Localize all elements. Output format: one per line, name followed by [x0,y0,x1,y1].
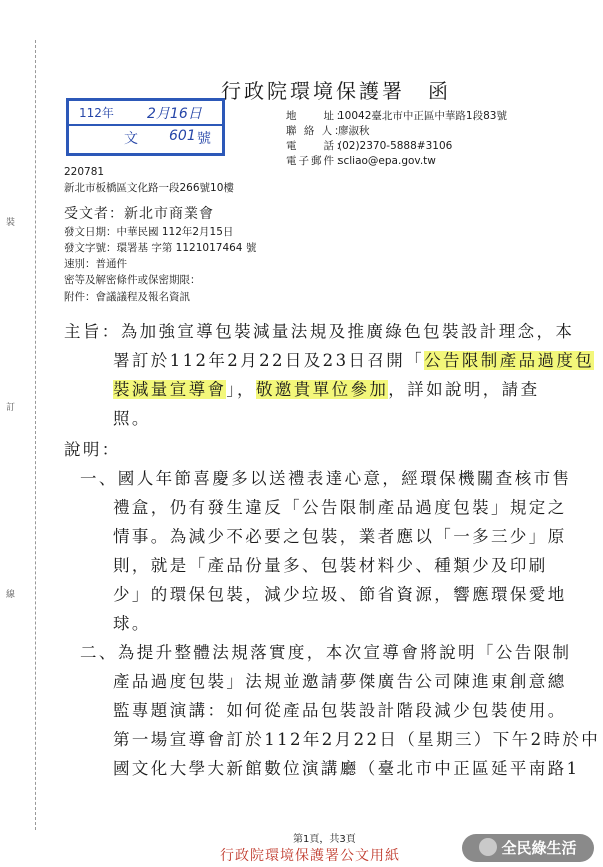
binding-margin-line [35,40,37,830]
letterhead-footer: 行政院環境保護署公文用紙 [220,848,400,864]
reference-number: 發文字號：環署基 字第 1121017464 號 [64,242,257,254]
stamp-year: 112年 [79,106,114,120]
leaf-icon [479,838,497,856]
subject-line-4: 照。 [113,409,151,428]
delivery-speed: 速別：普通件 [64,258,127,270]
stamp-date: 2月16日 [147,106,202,122]
contact-block [286,108,507,168]
explanation-p1-line-2: 禮盒，仍有發生違反「公告限制產品過度包裝」規定之 [113,498,567,517]
person-value: 廖淑秋 [338,125,370,137]
subject-line-2: 署訂於112年2月22日及23日召開「公告限制產品過度包 [113,351,595,370]
highlight-invitation: 敬邀貴單位參加 [255,380,389,399]
address-label: 地 址： [286,110,349,122]
subject-line-3: 裝減量宣導會」，敬邀貴單位參加，詳如說明，請查 [113,380,540,399]
watermark-logo: 全民綠生活 [462,834,594,862]
stamp-wen: 文 [124,131,138,147]
margin-mark-zhuang: 裝 [6,218,16,228]
explanation-p2-line-3: 監專題演講：如何從產品包裝設計階段減少包裝使用。 [113,701,567,720]
explanation-p1-line-3: 情事。為減少不必要之包裝，業者應以「一多三少」原 [113,527,567,546]
stamp-hao: 號 [197,131,211,147]
explanation-p2-line-2: 產品過度包裝」法規並邀請夢傑廣告公司陳進東創意總 [113,672,567,691]
highlight-title-part2: 裝減量宣導會 [113,380,227,399]
margin-mark-xian: 線 [6,590,16,600]
subject-line-1: 主旨：為加強宣導包裝減量法規及推廣綠色包裝設計理念，本 [64,322,575,341]
email-value: scliao@epa.gov.tw [338,155,436,167]
postal-code: 220781 [64,166,105,178]
phone-value: (02)2370-5888#3106 [338,140,453,152]
attachment: 附件：會議議程及報名資訊 [64,291,190,303]
recipient: 受文者：新北市商業會 [64,206,214,222]
explanation-p2-line-5: 國文化大學大新館數位演講廳（臺北市中正區延平南路1 [113,759,580,778]
explanation-heading: 說明： [64,440,121,459]
addressee-address: 新北市板橋區文化路一段266號10樓 [64,182,234,194]
explanation-p2-line-1: 二、為提升整體法規落實度，本次宣導會將說明「公告限制 [80,643,572,662]
issue-date: 發文日期：中華民國 112年2月15日 [64,226,234,238]
margin-mark-ding: 訂 [6,403,16,413]
document-title: 行政院環境保護署 函 [221,79,451,103]
stamp-number: 601 [169,128,196,144]
email-label: 電子郵件： [286,155,349,167]
highlight-title-part1: 公告限制產品過度包 [424,351,595,370]
explanation-p1-line-5: 少」的環保包裝，減少垃圾、節省資源，響應環保愛地 [113,585,567,604]
security-level: 密等及解密條件或保密期限： [64,274,201,286]
receipt-stamp [66,98,225,156]
phone-label: 電 話： [286,140,349,152]
explanation-p2-line-4: 第一場宣導會訂於112年2月22日（星期三）下午2時於中 [113,730,601,749]
explanation-p1-line-6: 球。 [113,614,151,633]
person-label: 聯 絡 人： [286,125,347,137]
address-value: 10042臺北市中正區中華路1段83號 [338,110,507,122]
explanation-p1-line-1: 一、國人年節喜慶多以送禮表達心意，經環保機關查核市售 [80,469,572,488]
page-number: 第1頁，共3頁 [293,834,356,845]
explanation-p1-line-4: 則，就是「產品份量多、包裝材料少、種類少及印刷 [113,556,548,575]
